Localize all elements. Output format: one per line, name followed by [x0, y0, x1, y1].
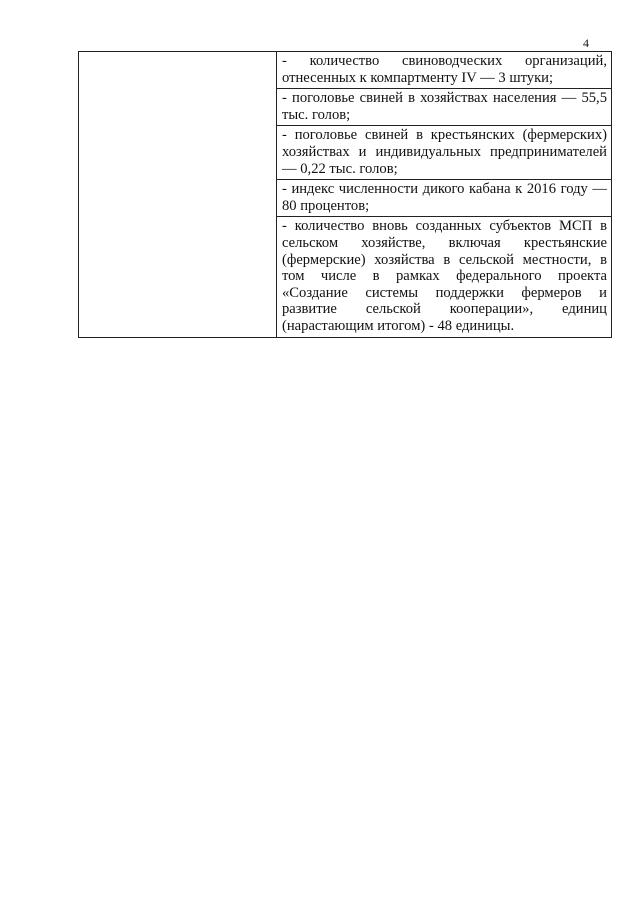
indicator-entry-wild-boar: - индекс численности дикого кабана к 2016 году — 80 процентов; [277, 179, 611, 216]
indicator-entry-sme-count: - количество вновь созданных субъектов МСП в сельском хозяйстве, включая крестьянские (фермерские) хозяйства в сельской местности, в том числе в рамках федерального проекта «Создание системы поддержки фермеров и развитие сельской кооперации», единиц (нарастающим итогом) - 48 единицы. [277, 216, 611, 336]
indicator-entry-household-pigs: - поголовье свиней в хозяйствах населения — 55,5 тыс. голов; [277, 88, 611, 125]
indicators-table [78, 51, 612, 338]
table-row [79, 52, 612, 338]
indicator-entry-farm-pigs: - поголовье свиней в крестьянских (фермерских) хозяйствах и индивидуальных предпринимателей — 0,22 тыс. голов; [277, 125, 611, 179]
left-cell [79, 52, 277, 338]
indicator-entry-pig-farms: - количество свиноводческих организаций, отнесенных к компартменту IV — 3 штуки; [282, 53, 607, 86]
page-number: 4 [583, 36, 589, 50]
right-cell [277, 52, 612, 338]
